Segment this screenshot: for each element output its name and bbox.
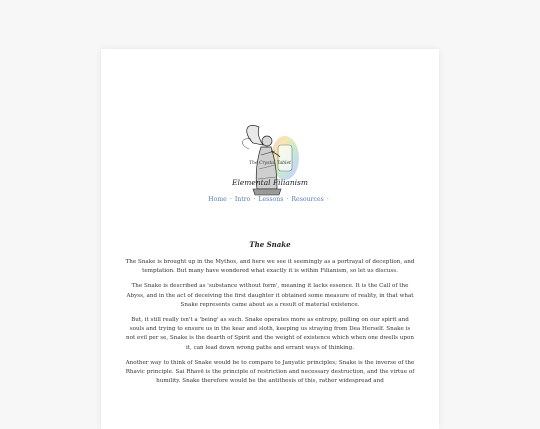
- nav-item-home[interactable]: Home: [208, 196, 227, 203]
- article-body: [125, 258, 415, 392]
- main-nav: [101, 196, 439, 203]
- nav-item-lessons[interactable]: Lessons: [258, 196, 284, 203]
- nav-item-resources[interactable]: Resources: [291, 196, 324, 203]
- nav-separator: ·: [326, 196, 329, 203]
- article-paragraph: The Snake is brought up in the Mythos, and here we see it seemingly as a portrayal of deception, and temptation. But many have wondered what exactly it is within Filianism, so let us discuss.: [125, 259, 415, 275]
- site-title[interactable]: Elemental Filianism: [231, 178, 309, 187]
- article-paragraph: But, it still really isn't a 'being' as such. Snake operates more as entropy, pulling on our spirit and souls and trying to ensure us in the kear and sloth, keeping us straying from Dea Herself. Snake is not evil per se, Snake is the dearth of Spirit and the weight of existence which when one dwells upon it, can lead down wrong paths and errant ways of thinking.: [126, 317, 414, 351]
- article-title: The Snake: [249, 240, 291, 249]
- nav-separator: ·: [229, 196, 232, 203]
- page-card: [101, 49, 439, 429]
- nav-separator: ·: [286, 196, 289, 203]
- article-paragraph: The Snake is described as 'substance without form', meaning it lacks essence. It is the Call of the Abyss, and in the act of deceiving the first daughter it obtained some measure of reality, in that what Snake represents came about as a result of material existence.: [126, 283, 414, 308]
- article-paragraph: Another way to think of Snake would be to compare to Janyatic principles; Snake is the inverse of the Rhavic principle. Sai Rhavë is the principle of restriction and necessary destruction, and the virtue of humility. Snake therefore would be the antithesis of this, rather widespread and: [125, 359, 415, 385]
- nav-item-intro[interactable]: Intro: [234, 196, 251, 203]
- logo-caption: The Crystal Tablet: [249, 161, 291, 166]
- nav-separator: ·: [253, 196, 256, 203]
